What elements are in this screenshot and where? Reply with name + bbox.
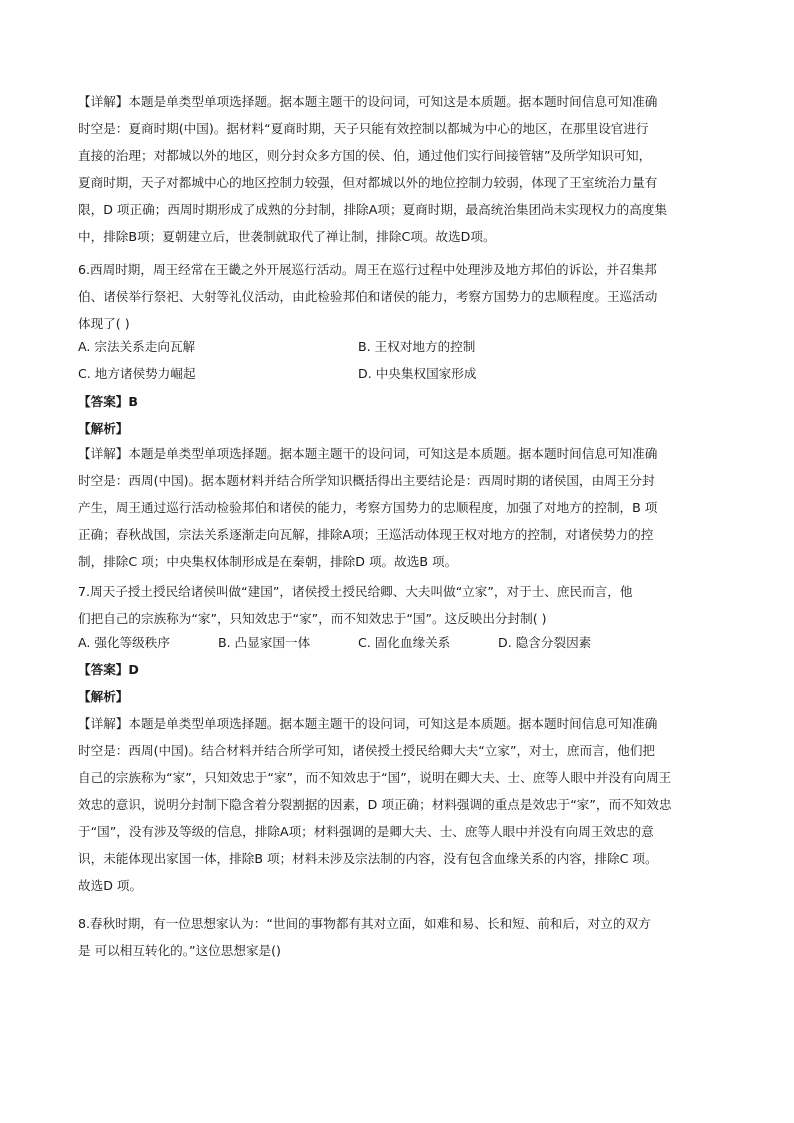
q6-stem bbox=[78, 256, 718, 337]
text-line: 产生，周王通过巡行活动检验邦伯和诸侯的能力，考察方国势力的忠顺程度，加强了对地方的控制，B 项 bbox=[78, 500, 658, 515]
text-line: 体现了( ) bbox=[78, 316, 130, 331]
q7-detail-paragraph bbox=[78, 710, 718, 899]
text-line: 【详解】本题是单类型单项选择题。据本题主题干的设问词，可知这是本质题。据本题时间信息可知准确 bbox=[78, 716, 658, 731]
q7-analysis-label: 【解析】 bbox=[78, 689, 129, 704]
q6-detail-paragraph bbox=[78, 440, 718, 575]
text-line: 夏商时期，天子对都城中心的地区控制力较强，但对都城以外的地位控制力较弱，体现了王室统治力量有 bbox=[78, 175, 658, 190]
text-line: 直接的治理；对都城以外的地区，则分封众多方国的侯、伯，通过他们实行间接管辖”及所学知识可知， bbox=[78, 148, 652, 163]
q6-option-d: D. 中央集权国家形成 bbox=[358, 366, 477, 381]
q7-option-b: B. 凸显家国一体 bbox=[218, 635, 311, 650]
text-line: 效忠的意识，说明分封制下隐含着分裂割据的因素，D 项正确；材料强调的重点是效忠于“家”，而不知效忠 bbox=[78, 797, 672, 812]
text-line: 们把自己的宗族称为“家”，只知效忠于“家”，而不知效忠于“国”。这反映出分封制( ) bbox=[78, 611, 547, 626]
text-line: 时空是：西周(中国)。结合材料并结合所学可知，诸侯授土授民给卿大夫“立家”，对士，庶而言，他们把 bbox=[78, 743, 656, 758]
q5-detail-paragraph bbox=[78, 88, 718, 250]
text-line: 识，未能体现出家国一体，排除B 项；材料未涉及宗法制的内容，没有包含血缘关系的内容，排除C 项。 bbox=[78, 851, 658, 866]
q6-option-c: C. 地方诸侯势力崛起 bbox=[78, 366, 196, 381]
text-line: 伯、诸侯举行祭祀、大射等礼仪活动，由此检验邦伯和诸侯的能力，考察方国势力的忠顺程度。王巡活动 bbox=[78, 289, 658, 304]
text-line: 制，排除C 项；中央集权体制形成是在秦朝，排除D 项。故选B 项。 bbox=[78, 554, 458, 569]
text-line: 8.春秋时期，有一位思想家认为：“世间的事物都有其对立面，如难和易、长和短、前和后，对立的双方 bbox=[78, 916, 651, 931]
q6-option-a: A. 宗法关系走向瓦解 bbox=[78, 339, 196, 354]
text-line: 6.西周时期，周王经常在王畿之外开展巡行活动。周王在巡行过程中处理涉及地方邦伯的诉讼，并召集邦 bbox=[78, 262, 657, 277]
text-line: 限，D 项正确；西周时期形成了成熟的分封制，排除A项；夏商时期，最高统治集团尚未实现权力的高度集 bbox=[78, 202, 668, 217]
q7-option-d: D. 隐含分裂因素 bbox=[498, 635, 592, 650]
q6-option-b: B. 王权对地方的控制 bbox=[358, 339, 476, 354]
text-line: 【详解】本题是单类型单项选择题。据本题主题干的设问词，可知这是本质题。据本题时间信息可知准确 bbox=[78, 94, 658, 109]
q8-stem bbox=[78, 910, 718, 964]
q6-analysis-label: 【解析】 bbox=[78, 421, 129, 436]
text-line: 正确；春秋战国，宗法关系逐渐走向瓦解，排除A项；王巡活动体现王权对地方的控制，对诸侯势力的控 bbox=[78, 527, 654, 542]
q7-option-a: A. 强化等级秩序 bbox=[78, 635, 170, 650]
q7-answer: 【答案】D bbox=[78, 662, 139, 677]
text-line: 时空是：西周(中国)。据本题材料并结合所学知识概括得出主要结论是：西周时期的诸侯国，由周王分封 bbox=[78, 473, 655, 488]
q7-stem bbox=[78, 578, 718, 632]
text-line: 于“国”，没有涉及等级的信息，排除A项；材料强调的是卿大夫、士、庶等人眼中并没有向周王效忠的意 bbox=[78, 824, 654, 839]
text-line: 是 可以相互转化的。”这位思想家是() bbox=[78, 943, 281, 958]
text-line: 自己的宗族称为“家”，只知效忠于“家”，而不知效忠于“国”，说明在卿大夫、士、庶等人眼中并没有向周王 bbox=[78, 770, 672, 785]
q6-answer: 【答案】B bbox=[78, 394, 138, 409]
text-line: 7.周天子授土授民给诸侯叫做“建国”，诸侯授土授民给卿、大夫叫做“立家”，对于士、庶民而言，他 bbox=[78, 584, 633, 599]
text-line: 故选D 项。 bbox=[78, 878, 143, 893]
text-line: 【详解】本题是单类型单项选择题。据本题主题干的设问词，可知这是本质题。据本题时间信息可知准确 bbox=[78, 446, 658, 461]
q7-option-c: C. 固化血缘关系 bbox=[358, 635, 451, 650]
text-line: 时空是：夏商时期(中国)。据材料“夏商时期，天子只能有效控制以都城为中心的地区，在那里设官进行 bbox=[78, 121, 649, 136]
text-line: 中，排除B项；夏朝建立后，世袭制就取代了禅让制，排除C项。故选D项。 bbox=[78, 229, 496, 244]
